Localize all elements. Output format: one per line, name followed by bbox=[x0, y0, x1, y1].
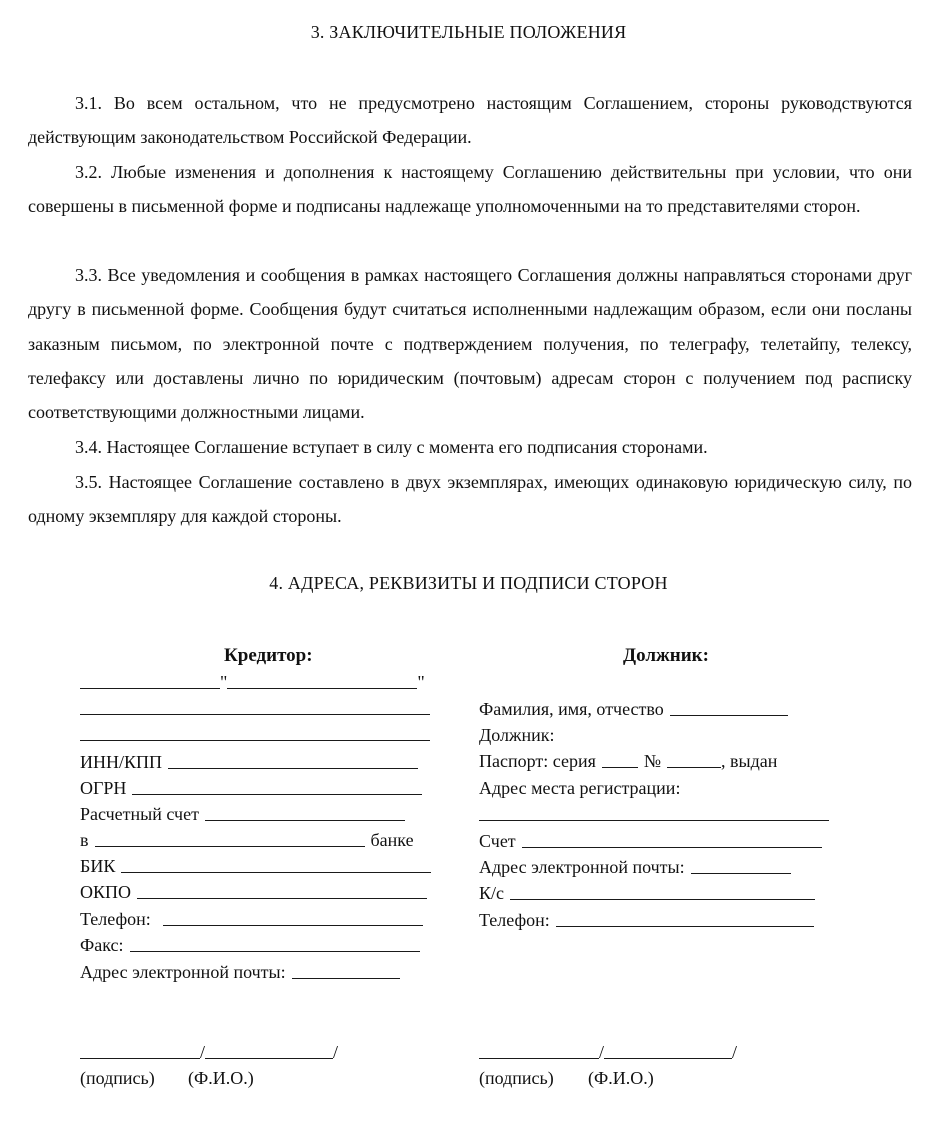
debtor-account-field[interactable] bbox=[479, 829, 822, 851]
corr-account-blank[interactable] bbox=[510, 881, 815, 900]
creditor-address-line-1[interactable] bbox=[80, 696, 430, 718]
paragraph-3-2: 3.2. Любые изменения и дополнения к настоящему Соглашению действительны при условии, что они совершены в письменной форме и подписаны надлежаще уполномоченными на то представителями сторон. bbox=[28, 162, 912, 217]
debtor-phone-label: Телефон: bbox=[479, 910, 550, 930]
bik-blank[interactable] bbox=[121, 854, 431, 873]
creditor-name-field[interactable] bbox=[80, 670, 425, 692]
creditor-name-blank[interactable] bbox=[227, 670, 417, 689]
creditor-address-line-2[interactable] bbox=[80, 722, 430, 744]
creditor-bik-field[interactable] bbox=[80, 854, 431, 876]
signature-slash: / bbox=[599, 1042, 605, 1062]
creditor-account-field[interactable] bbox=[80, 802, 405, 824]
passport-number-blank[interactable] bbox=[667, 749, 721, 768]
account-label: Расчетный счет bbox=[80, 804, 199, 824]
debtor-full-name-field[interactable] bbox=[479, 697, 788, 719]
signature-slash-end: / bbox=[732, 1042, 738, 1062]
creditor-signature-line[interactable] bbox=[80, 1040, 338, 1062]
okpo-blank[interactable] bbox=[137, 880, 427, 899]
creditor-email-field[interactable] bbox=[80, 960, 400, 982]
section-3-title: 3. ЗАКЛЮЧИТЕЛЬНЫЕ ПОЛОЖЕНИЯ bbox=[310, 22, 627, 42]
debtor-passport-field[interactable] bbox=[479, 749, 777, 771]
passport-series-label: Паспорт: серия bbox=[479, 751, 596, 771]
debtor-email-field[interactable] bbox=[479, 855, 791, 877]
passport-series-blank[interactable] bbox=[602, 749, 638, 768]
debtor-phone-blank[interactable] bbox=[556, 908, 814, 927]
debtor-email-label: Адрес электронной почты: bbox=[479, 857, 685, 877]
quote-open: " bbox=[220, 672, 228, 692]
fax-label: Факс: bbox=[80, 935, 124, 955]
creditor-address-blank-1[interactable] bbox=[80, 696, 430, 715]
debtor-corr-account-field[interactable] bbox=[479, 881, 815, 903]
paragraph-3-1: 3.1. Во всем остальном, что не предусмотрено настоящим Соглашением, стороны руководствуются действующим законодательством Российской Федерации. bbox=[28, 93, 912, 148]
paragraph-3-3: 3.3. Все уведомления и сообщения в рамках настоящего Соглашения должны направляться сторонами друг другу в письменной форме. Сообщения будут считаться исполненными надлежащим образом, если они посланы заказным письмом, по электронной почте с подтверждением получения, по телеграфу, телетайпу, телексу, телефаксу или доставлены лично по юридическим (почтовым) адресам сторон с получением под расписку соответствующими должностными лицами. bbox=[28, 265, 912, 423]
email-label: Адрес электронной почты: bbox=[80, 962, 286, 982]
full-name-label: Фамилия, имя, отчество bbox=[479, 699, 664, 719]
debtor-phone-field[interactable] bbox=[479, 908, 814, 930]
creditor-address-blank-2[interactable] bbox=[80, 722, 430, 741]
creditor-fio-blank[interactable] bbox=[205, 1040, 333, 1059]
creditor-title: Кредитор: bbox=[224, 645, 313, 666]
debtor-account-blank[interactable] bbox=[522, 829, 822, 848]
debtor-signature-line[interactable] bbox=[479, 1040, 737, 1062]
debtor-caption-sign: (подпись) bbox=[479, 1068, 554, 1088]
section-4-title: 4. АДРЕСА, РЕКВИЗИТЫ И ПОДПИСИ СТОРОН bbox=[269, 573, 668, 593]
creditor-ogrn-field[interactable] bbox=[80, 776, 422, 798]
email-blank[interactable] bbox=[292, 960, 400, 979]
debtor-fio-blank[interactable] bbox=[604, 1040, 732, 1059]
bank-prefix-label: в bbox=[80, 830, 89, 850]
full-name-blank[interactable] bbox=[670, 697, 788, 716]
creditor-fax-field[interactable] bbox=[80, 933, 420, 955]
phone-label: Телефон: bbox=[80, 909, 151, 929]
passport-issued-label: , выдан bbox=[721, 751, 778, 771]
creditor-okpo-field[interactable] bbox=[80, 880, 427, 902]
phone-blank[interactable] bbox=[163, 907, 423, 926]
creditor-inn-kpp-field[interactable] bbox=[80, 750, 418, 772]
creditor-org-form-blank[interactable] bbox=[80, 670, 220, 689]
quote-close: " bbox=[417, 672, 425, 692]
creditor-bank-field[interactable] bbox=[80, 828, 414, 850]
reg-address-label: Адрес места регистрации: bbox=[479, 778, 681, 798]
bank-suffix-label: банке bbox=[370, 830, 414, 850]
passport-number-label: № bbox=[643, 751, 662, 771]
debtor-email-blank[interactable] bbox=[691, 855, 791, 874]
debtor-title: Должник: bbox=[623, 645, 709, 666]
debtor-label-row bbox=[479, 723, 554, 745]
account-blank[interactable] bbox=[205, 802, 405, 821]
okpo-label: ОКПО bbox=[80, 882, 132, 902]
debtor-reg-address-line[interactable] bbox=[479, 802, 829, 824]
inn-kpp-blank[interactable] bbox=[168, 750, 418, 769]
debtor-label: Должник: bbox=[479, 725, 555, 745]
ogrn-label: ОГРН bbox=[80, 778, 127, 798]
debtor-caption-name: (Ф.И.О.) bbox=[588, 1068, 654, 1088]
creditor-signature-blank[interactable] bbox=[80, 1040, 200, 1059]
signature-slash-end: / bbox=[333, 1042, 339, 1062]
bik-label: БИК bbox=[80, 856, 116, 876]
creditor-caption-sign: (подпись) bbox=[80, 1068, 155, 1088]
signature-slash: / bbox=[200, 1042, 206, 1062]
corr-account-label: К/с bbox=[479, 883, 504, 903]
reg-address-blank[interactable] bbox=[479, 802, 829, 821]
debtor-reg-address-label-row bbox=[479, 776, 680, 798]
paragraph-3-5: 3.5. Настоящее Соглашение составлено в двух экземплярах, имеющих одинаковую юридическую силу, по одному экземпляру для каждой стороны. bbox=[28, 472, 912, 527]
paragraph-3-4: 3.4. Настоящее Соглашение вступает в силу с момента его подписания сторонами. bbox=[75, 437, 708, 457]
debtor-signature-blank[interactable] bbox=[479, 1040, 599, 1059]
debtor-account-label: Счет bbox=[479, 831, 516, 851]
inn-kpp-label: ИНН/КПП bbox=[80, 752, 163, 772]
creditor-caption-name: (Ф.И.О.) bbox=[188, 1068, 254, 1088]
ogrn-blank[interactable] bbox=[132, 776, 422, 795]
fax-blank[interactable] bbox=[130, 933, 420, 952]
creditor-phone-field[interactable] bbox=[80, 907, 423, 929]
bank-blank[interactable] bbox=[95, 828, 365, 847]
